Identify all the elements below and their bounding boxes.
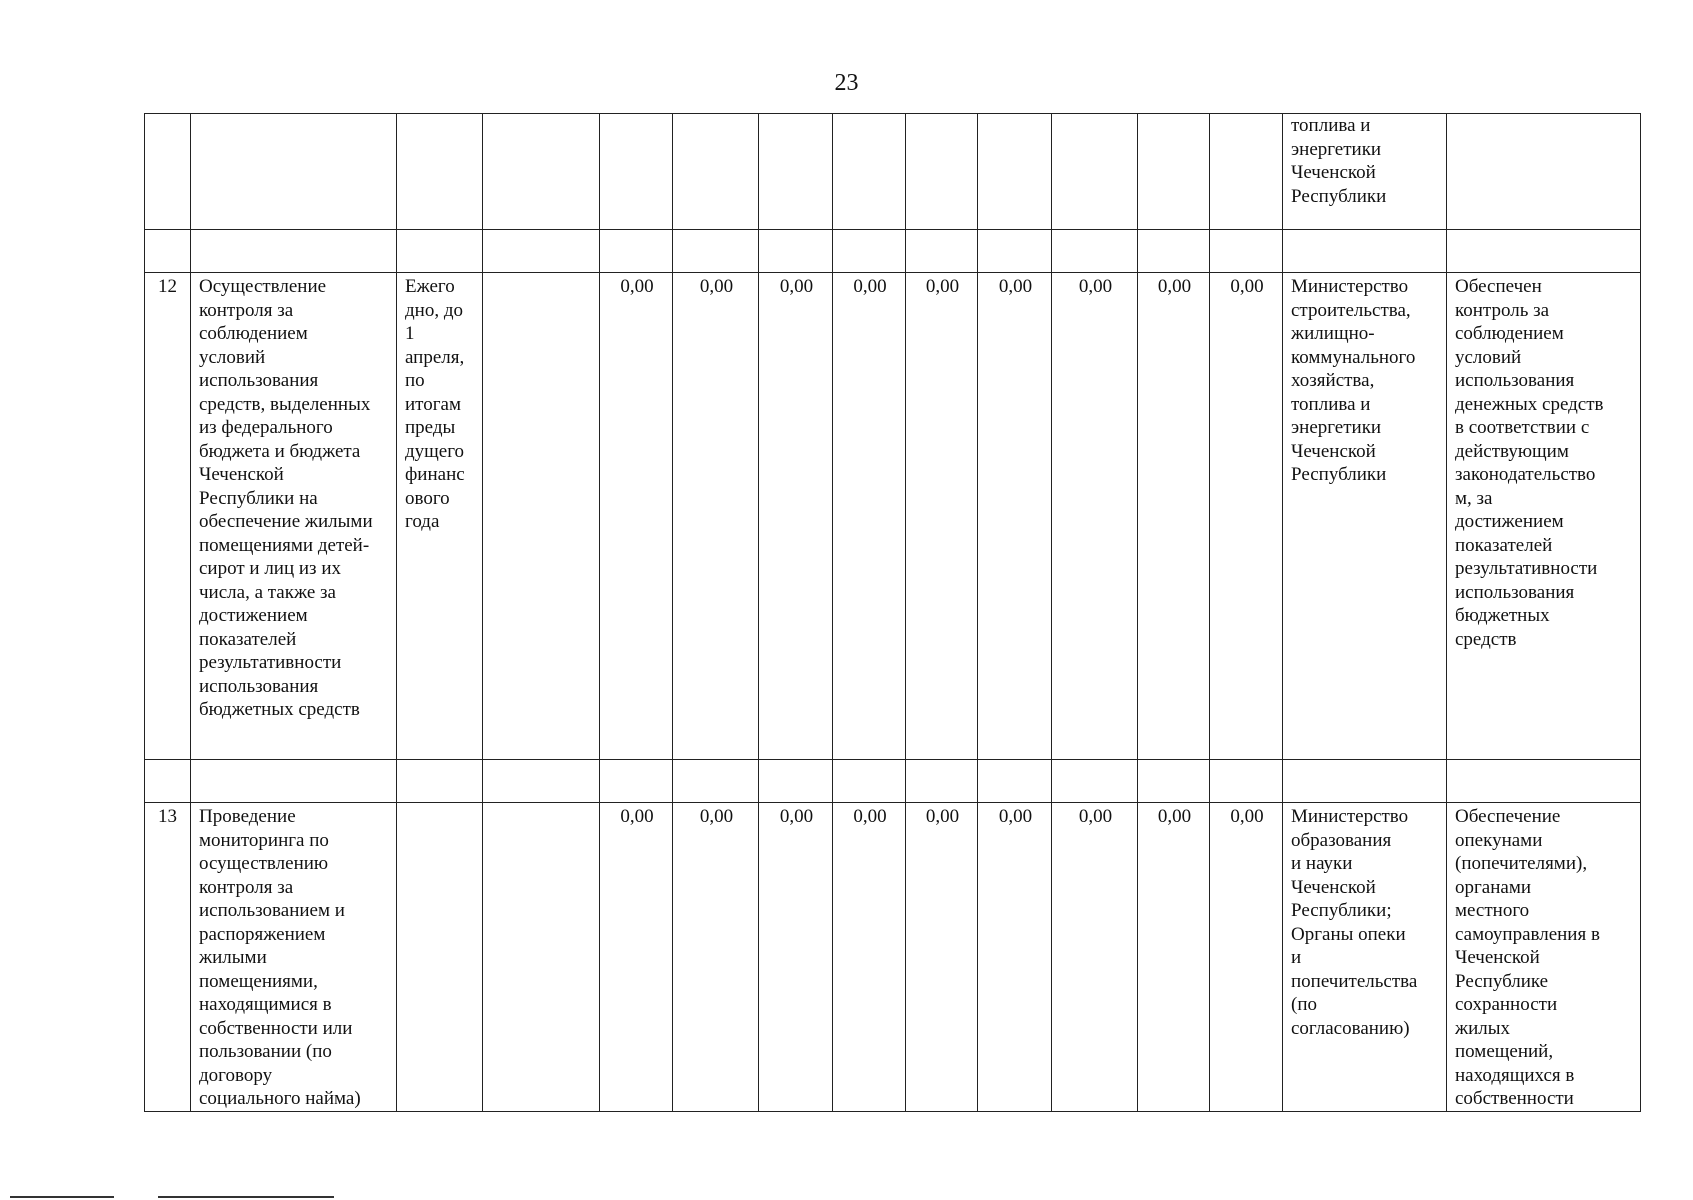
cell-amount: 0,00 [978, 273, 1052, 760]
cell-amount: 0,00 [600, 273, 673, 760]
spacer-row [145, 760, 1641, 803]
cell-term [397, 114, 483, 230]
cell-amount: 0,00 [1138, 273, 1210, 760]
cell-result: Обеспечен контроль за соблюдением условий использования денежных средств в соответствии с действующим законодательство м, за достижением показателей результативности использования бюджетных средств [1447, 273, 1641, 760]
cell-measure [191, 114, 397, 230]
measures-table [144, 113, 1641, 1112]
table-row [145, 803, 1641, 1112]
cell-executor: топлива и энергетики Чеченской Республики [1283, 114, 1447, 230]
cell-amount: 0,00 [1052, 803, 1138, 1112]
footer-rule-left [10, 1196, 114, 1198]
cell-amount: 0,00 [759, 803, 833, 1112]
cell-amount: 0,00 [833, 273, 906, 760]
cell-amount: 0,00 [673, 273, 759, 760]
cell-num: 12 [145, 273, 191, 760]
cell-term: Ежего дно, до 1 апреля, по итогам преды дущего финанс ового года [397, 273, 483, 760]
cell-empty [483, 114, 600, 230]
cell-amount: 0,00 [1138, 803, 1210, 1112]
cell-num: 13 [145, 803, 191, 1112]
cell-amount: 0,00 [1210, 803, 1283, 1112]
cell-amount [1052, 114, 1138, 230]
cell-result: Обеспечение опекунами (попечителями), органами местного самоуправления в Чеченской Республике сохранности жилых помещений, находящихся в собственности [1447, 803, 1641, 1112]
cell-amount: 0,00 [759, 273, 833, 760]
cell-executor: Министерство образования и науки Чеченской Республики; Органы опеки и попечительства (по согласованию) [1283, 803, 1447, 1112]
cell-executor: Министерство строительства, жилищно- коммунального хозяйства, топлива и энергетики Чеченской Республики [1283, 273, 1447, 760]
cell-amount: 0,00 [906, 803, 978, 1112]
cell-empty [483, 273, 600, 760]
cell-measure: Осуществление контроля за соблюдением условий использования средств, выделенных из федерального бюджета и бюджета Чеченской Республики на обеспечение жилыми помещениями детей- сирот и лиц из их числа, а также за достижением показателей результативности использования бюджетных средств [191, 273, 397, 760]
continuation-row [145, 114, 1641, 230]
cell-amount [833, 114, 906, 230]
cell-amount: 0,00 [600, 803, 673, 1112]
cell-num [145, 114, 191, 230]
spacer-row [145, 230, 1641, 273]
cell-amount [673, 114, 759, 230]
cell-measure: Проведение мониторинга по осуществлению контроля за использованием и распоряжением жилыми помещениями, находящимися в собственности или пользовании (по договору социального найма) [191, 803, 397, 1112]
cell-amount: 0,00 [1052, 273, 1138, 760]
cell-amount: 0,00 [1210, 273, 1283, 760]
cell-amount [600, 114, 673, 230]
cell-amount: 0,00 [978, 803, 1052, 1112]
cell-amount [1210, 114, 1283, 230]
page-number: 23 [834, 70, 859, 96]
cell-amount [978, 114, 1052, 230]
table-row [145, 273, 1641, 760]
cell-amount [906, 114, 978, 230]
cell-amount: 0,00 [673, 803, 759, 1112]
cell-term [397, 803, 483, 1112]
footer-rule-right [158, 1196, 334, 1198]
cell-empty [483, 803, 600, 1112]
cell-result [1447, 114, 1641, 230]
cell-amount [759, 114, 833, 230]
cell-amount: 0,00 [833, 803, 906, 1112]
cell-amount [1138, 114, 1210, 230]
cell-amount: 0,00 [906, 273, 978, 760]
